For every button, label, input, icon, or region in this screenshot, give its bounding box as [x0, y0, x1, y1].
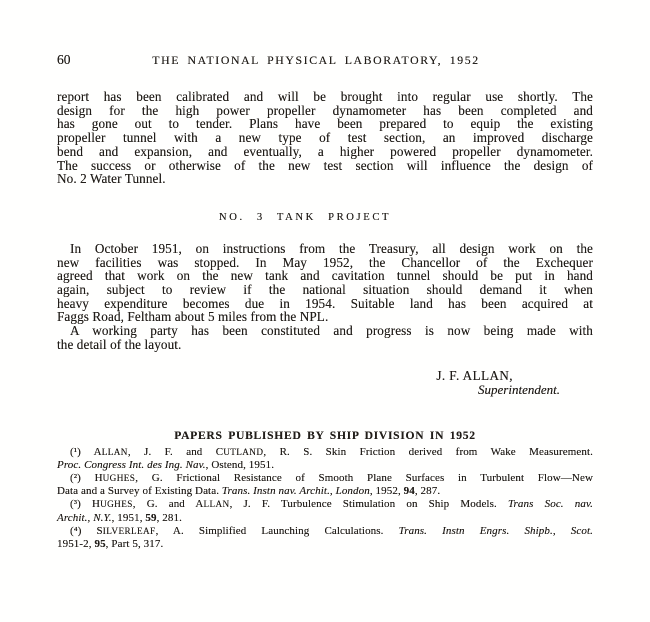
text-line: In October 1951, on instructions from the Treasury, all design work on the: [70, 240, 593, 256]
section-heading-tank-project: NO. 3 TANK PROJECT: [218, 211, 392, 223]
reference-line: [57, 485, 593, 498]
running-title: THE NATIONAL PHYSICAL LABORATORY, 1952: [152, 53, 480, 67]
signature-title: Superintendent.: [478, 381, 560, 397]
reference-segment: , 281.: [156, 511, 182, 524]
reference-segment: , A. Simplified Launching Calculations.: [155, 524, 399, 537]
reference-segment: , G. and A: [132, 498, 204, 511]
text-line: propeller tunnel with a new type of test section, an improved discharge: [57, 130, 593, 146]
text-line: design for the high power propeller dynamometer has been completed and: [57, 102, 593, 118]
reference-segment: Trans. Instn nav. Archit., London: [221, 485, 370, 498]
text-line: again, subject to review if the national situation should demand it when: [57, 282, 593, 298]
reference-segment: Archit., N.Y.: [57, 511, 112, 524]
section-heading-papers: PAPERS PUBLISHED BY SHIP DIVISION IN 1952: [174, 428, 476, 442]
reference-segment: UGHES: [100, 499, 133, 510]
reference-line: [57, 498, 593, 511]
reference-segment: , 1952,: [369, 485, 404, 498]
reference-segment: Trans. Instn Engrs. Shipb., Scot.: [398, 524, 593, 537]
reference-segment: Data and a Survey of Existing Data.: [57, 485, 222, 498]
reference-segment: UTLAND: [223, 446, 264, 457]
text-line: No. 2 Water Tunnel.: [57, 171, 166, 187]
signature-name: J. F. ALLAN,: [436, 367, 513, 383]
page-number: 60: [57, 52, 71, 67]
reference-segment: , R. S. Skin Friction derived from Wake Measurement.: [263, 445, 593, 458]
running-head: [57, 52, 593, 66]
reference-segment: , 287.: [414, 485, 441, 498]
reference-line: [57, 446, 593, 459]
reference-segment: , J. F. and C: [127, 445, 224, 458]
reference-segment: , Part 5, 317.: [105, 537, 164, 550]
reference-line: [57, 538, 593, 551]
reference-segment: , Ostend, 1951.: [205, 458, 275, 471]
reference-line: [57, 525, 593, 538]
text-line: Faggs Road, Feltham about 5 miles from the NPL.: [57, 309, 329, 325]
reference-line: [57, 472, 593, 485]
text-line: The success or otherwise of the new test section will influence the design of: [57, 157, 593, 173]
reference-segment: 1951-2,: [57, 537, 95, 550]
reference-segment: LLAN: [203, 499, 230, 510]
reference-segment: ILVERLEAF: [102, 525, 156, 536]
reference-list: [57, 446, 593, 552]
text-line: has gone out to tender. Plans have been prepared to equip the existing: [57, 116, 593, 132]
text-line: report has been calibrated and will be brought into regular use shortly. The: [57, 89, 593, 104]
reference-line: [57, 459, 593, 472]
reference-segment: , 1951,: [111, 511, 146, 524]
text-line: new facilities was stopped. In May 1952, the Chancellor of the Exchequer: [57, 254, 593, 270]
reference-segment: (⁴) S: [70, 524, 103, 537]
text-line: A working party has been constituted and progress is now being made with: [70, 323, 593, 339]
reference-segment: UGHES: [102, 472, 136, 483]
reference-segment: 95: [94, 537, 106, 550]
reference-segment: 94: [403, 485, 415, 498]
text-line: heavy expenditure becomes due in 1954. Suitable land has been acquired at: [57, 295, 593, 311]
text-line: the detail of the layout.: [57, 336, 182, 352]
reference-segment: (¹) A: [70, 445, 102, 458]
reference-segment: 59: [145, 511, 157, 524]
text-line: bend and expansion, and eventually, a higher powered propeller dynamometer.: [57, 143, 593, 159]
reference-line: [57, 512, 593, 525]
tank-paragraph-1: [57, 242, 593, 324]
text-line: agreed that work on the new tank and cavitation tunnel should be put in hand: [57, 268, 593, 284]
reference-segment: , J. F. Turbulence Stimulation on Ship Models.: [229, 498, 508, 511]
reference-segment: Proc. Congress Int. des Ing. Nav.: [57, 458, 206, 471]
reference-segment: LLAN: [101, 446, 128, 457]
tank-paragraph-2: [57, 324, 593, 351]
reference-segment: (³) H: [70, 498, 101, 511]
reference-segment: (²) H: [70, 471, 103, 484]
reference-segment: Trans Soc. nav.: [507, 498, 593, 511]
intro-paragraph: [57, 90, 593, 186]
reference-segment: , G. Frictional Resistance of Smooth Plane Surfaces in Turbulent Flow—New: [135, 471, 593, 484]
